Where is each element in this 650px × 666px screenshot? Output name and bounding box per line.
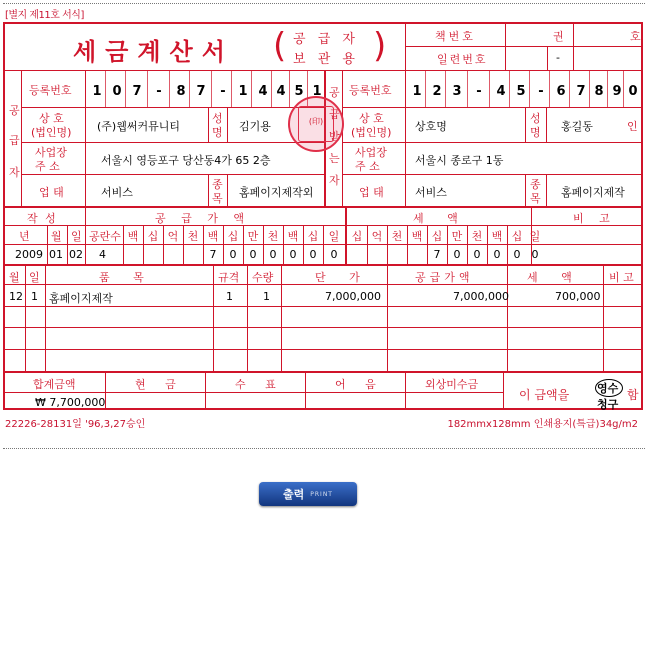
- item-product: 홈페이지제작: [49, 292, 113, 305]
- receipt-prefix: 이 금액을: [519, 388, 570, 402]
- item-tax-header: 세 액: [527, 271, 582, 284]
- paper-spec: 182mmx128mm 인쇄용지(특급)34g/m2: [447, 419, 638, 430]
- company-seal-icon: (印): [288, 96, 344, 152]
- receiver-side-4: 는: [329, 152, 340, 165]
- supplier-type-label: 업 태: [39, 186, 64, 199]
- receiver-rep-label-1: 성: [530, 112, 541, 125]
- receiver-rep-label-2: 명: [530, 126, 541, 139]
- print-button-sub: PRINT: [310, 490, 333, 498]
- supplier-side-2: 급: [9, 134, 20, 147]
- approval-note: 22226-28131일 '96,3,27승인: [5, 419, 146, 430]
- date-year-label: 년: [19, 230, 30, 243]
- receipt-claim-stamp-icon: 영수 청구: [591, 379, 625, 415]
- receipt-suffix: 함: [627, 388, 639, 402]
- receiver-addr-label-2: 주 소: [355, 160, 380, 173]
- supplier-side-1: 공: [9, 104, 20, 117]
- summary-supply-header: 공 급 가 액: [155, 212, 250, 225]
- receiver-side-2: 급: [329, 108, 340, 121]
- receiver-item-label-2: 목: [530, 192, 541, 205]
- top-divider: [3, 3, 645, 4]
- receiver-side-5: 자: [329, 174, 340, 187]
- print-button-label: 출력: [283, 488, 305, 501]
- supplier-name: (주)웹써커뮤니티: [97, 120, 180, 133]
- blank-count-label: 공란수: [89, 230, 121, 243]
- supplier-side-3: 자: [9, 166, 20, 179]
- bottom-divider: [3, 448, 645, 449]
- receiver-item-label-1: 종: [530, 178, 541, 191]
- receiver-seal-label: 인: [627, 120, 638, 133]
- title-paren-line2: 보 관 용: [293, 52, 359, 67]
- invoice-title: 세금계산서: [73, 38, 234, 66]
- supplier-addr: 서울시 영등포구 당산동4가 65 2층: [101, 154, 271, 167]
- item-day: 1: [31, 290, 38, 303]
- receiver-side-1: 공: [329, 86, 340, 99]
- paren-close: ): [373, 26, 387, 66]
- date-month-label: 월: [51, 230, 62, 243]
- form-label: [별지 제11호 서식]: [5, 10, 84, 21]
- supplier-addr-label-2: 주 소: [35, 160, 60, 173]
- item-supply: 7,000,000: [453, 290, 509, 303]
- item-month: 12: [9, 290, 23, 303]
- summary-written-header: 작 성: [27, 212, 58, 225]
- item-month-header: 월: [9, 271, 20, 284]
- supplier-name-label-1: 상 호: [39, 112, 64, 125]
- item-note-header: 비 고: [609, 271, 634, 284]
- item-spec-header: 규격: [218, 271, 240, 284]
- credit-label: 외상미수금: [425, 378, 479, 391]
- supplier-name-label-2: (법인명): [31, 126, 72, 139]
- item-price-header: 단 가: [315, 271, 370, 284]
- supplier-addr-label-1: 사업장: [35, 146, 67, 159]
- item-product-header: 품 목: [99, 271, 154, 284]
- book-vol-unit: 권: [553, 30, 564, 43]
- receiver-name-label-1: 상 호: [359, 112, 384, 125]
- date-day-label: 일: [71, 230, 82, 243]
- serial-no-label: 일련번호: [437, 53, 488, 66]
- receiver-addr-label-1: 사업장: [355, 146, 387, 159]
- tax-invoice: 세금계산서 ( 공 급 자 보 관 용 ) 책번호 일련번호 권 호 - 공 급 자 공 급 받 는 자 등록번호 1 0 7 - 8 7 - 1 4 4 5 1 상 호 (법인명) (주)웹써커뮤니티 성 명 김기용 (印) 사업장 주 소 서울시 영등포구 당산동4가 65 2층 업 태 서비스 종 목 홈페이지제작외 등록번호 1 2 3 - 4 5 - 6 7 8 9 0 상 호 (법인명) 상호명 성 명 홍길동 인 사업장 주 소 서울시 종로구 1동 업 태 서비스 종 목 홈페이지제작 작 성 공 급 가 액 세 액 비 고 년 월 일 공란수 백 십 억 천 백 십 만 천 백 십 일 십 억 천 백 십 만 천 백 십 일 2009 01 02 4 7 0 0 0 0 0 0 7 0 0 0 0 0 월 일 품 목 규격 수량 단 가 공급가액 세 액 비 고 12 1 홈페이지제작 1 1 7,000,000 7,000,000 700,000 합계금액 현 금 수 표 어 음 외상미수금 ₩ 7,700,000 이 금액을 영수 청구 함: [3, 22, 643, 410]
- item-spec: 1: [226, 290, 233, 303]
- item-day-header: 일: [29, 271, 40, 284]
- item-price: 7,000,000: [325, 290, 381, 303]
- bill-label: 어 음: [335, 378, 384, 391]
- receiver-item: 홈페이지제작: [561, 186, 625, 199]
- supplier-rep-label-1: 성: [212, 112, 223, 125]
- item-qty: 1: [263, 290, 270, 303]
- summary-year: 2009: [15, 248, 43, 261]
- supplier-item-label-1: 종: [212, 178, 223, 191]
- book-no-unit: 호: [630, 30, 641, 43]
- receiver-type: 서비스: [415, 186, 447, 199]
- print-button[interactable]: [259, 482, 357, 506]
- item-tax: 700,000: [555, 290, 601, 303]
- supplier-reg-label: 등록번호: [29, 84, 72, 97]
- supplier-item-label-2: 목: [212, 192, 223, 205]
- item-qty-header: 수량: [252, 271, 274, 284]
- summary-day: 02: [69, 248, 83, 261]
- summary-note-header: 비 고: [573, 212, 616, 225]
- total-amount-label: 합계금액: [33, 378, 76, 391]
- title-paren-line1: 공 급 자: [293, 32, 359, 47]
- supplier-item: 홈페이지제작외: [239, 186, 314, 199]
- item-supply-header: 공급가액: [415, 271, 474, 284]
- receiver-type-label: 업 태: [359, 186, 384, 199]
- serial-dash: -: [556, 51, 560, 64]
- summary-tax-header: 세 액: [413, 212, 468, 225]
- cash-label: 현 금: [135, 378, 184, 391]
- receiver-rep: 홍길동: [561, 120, 593, 133]
- supplier-rep: 김기용: [239, 120, 271, 133]
- receiver-name: 상호명: [415, 120, 447, 133]
- receiver-addr: 서울시 종로구 1동: [415, 154, 504, 167]
- paren-open: (: [273, 26, 287, 66]
- summary-blank-count: 4: [99, 248, 106, 261]
- receiver-side-3: 받: [329, 130, 340, 143]
- check-label: 수 표: [235, 378, 284, 391]
- supplier-type: 서비스: [101, 186, 133, 199]
- total-amount-value: ₩ 7,700,000: [35, 396, 106, 409]
- receiver-reg-label: 등록번호: [349, 84, 392, 97]
- supplier-rep-label-2: 명: [212, 126, 223, 139]
- summary-month: 01: [49, 248, 63, 261]
- receiver-name-label-2: (법인명): [351, 126, 392, 139]
- book-no-label: 책번호: [435, 30, 476, 43]
